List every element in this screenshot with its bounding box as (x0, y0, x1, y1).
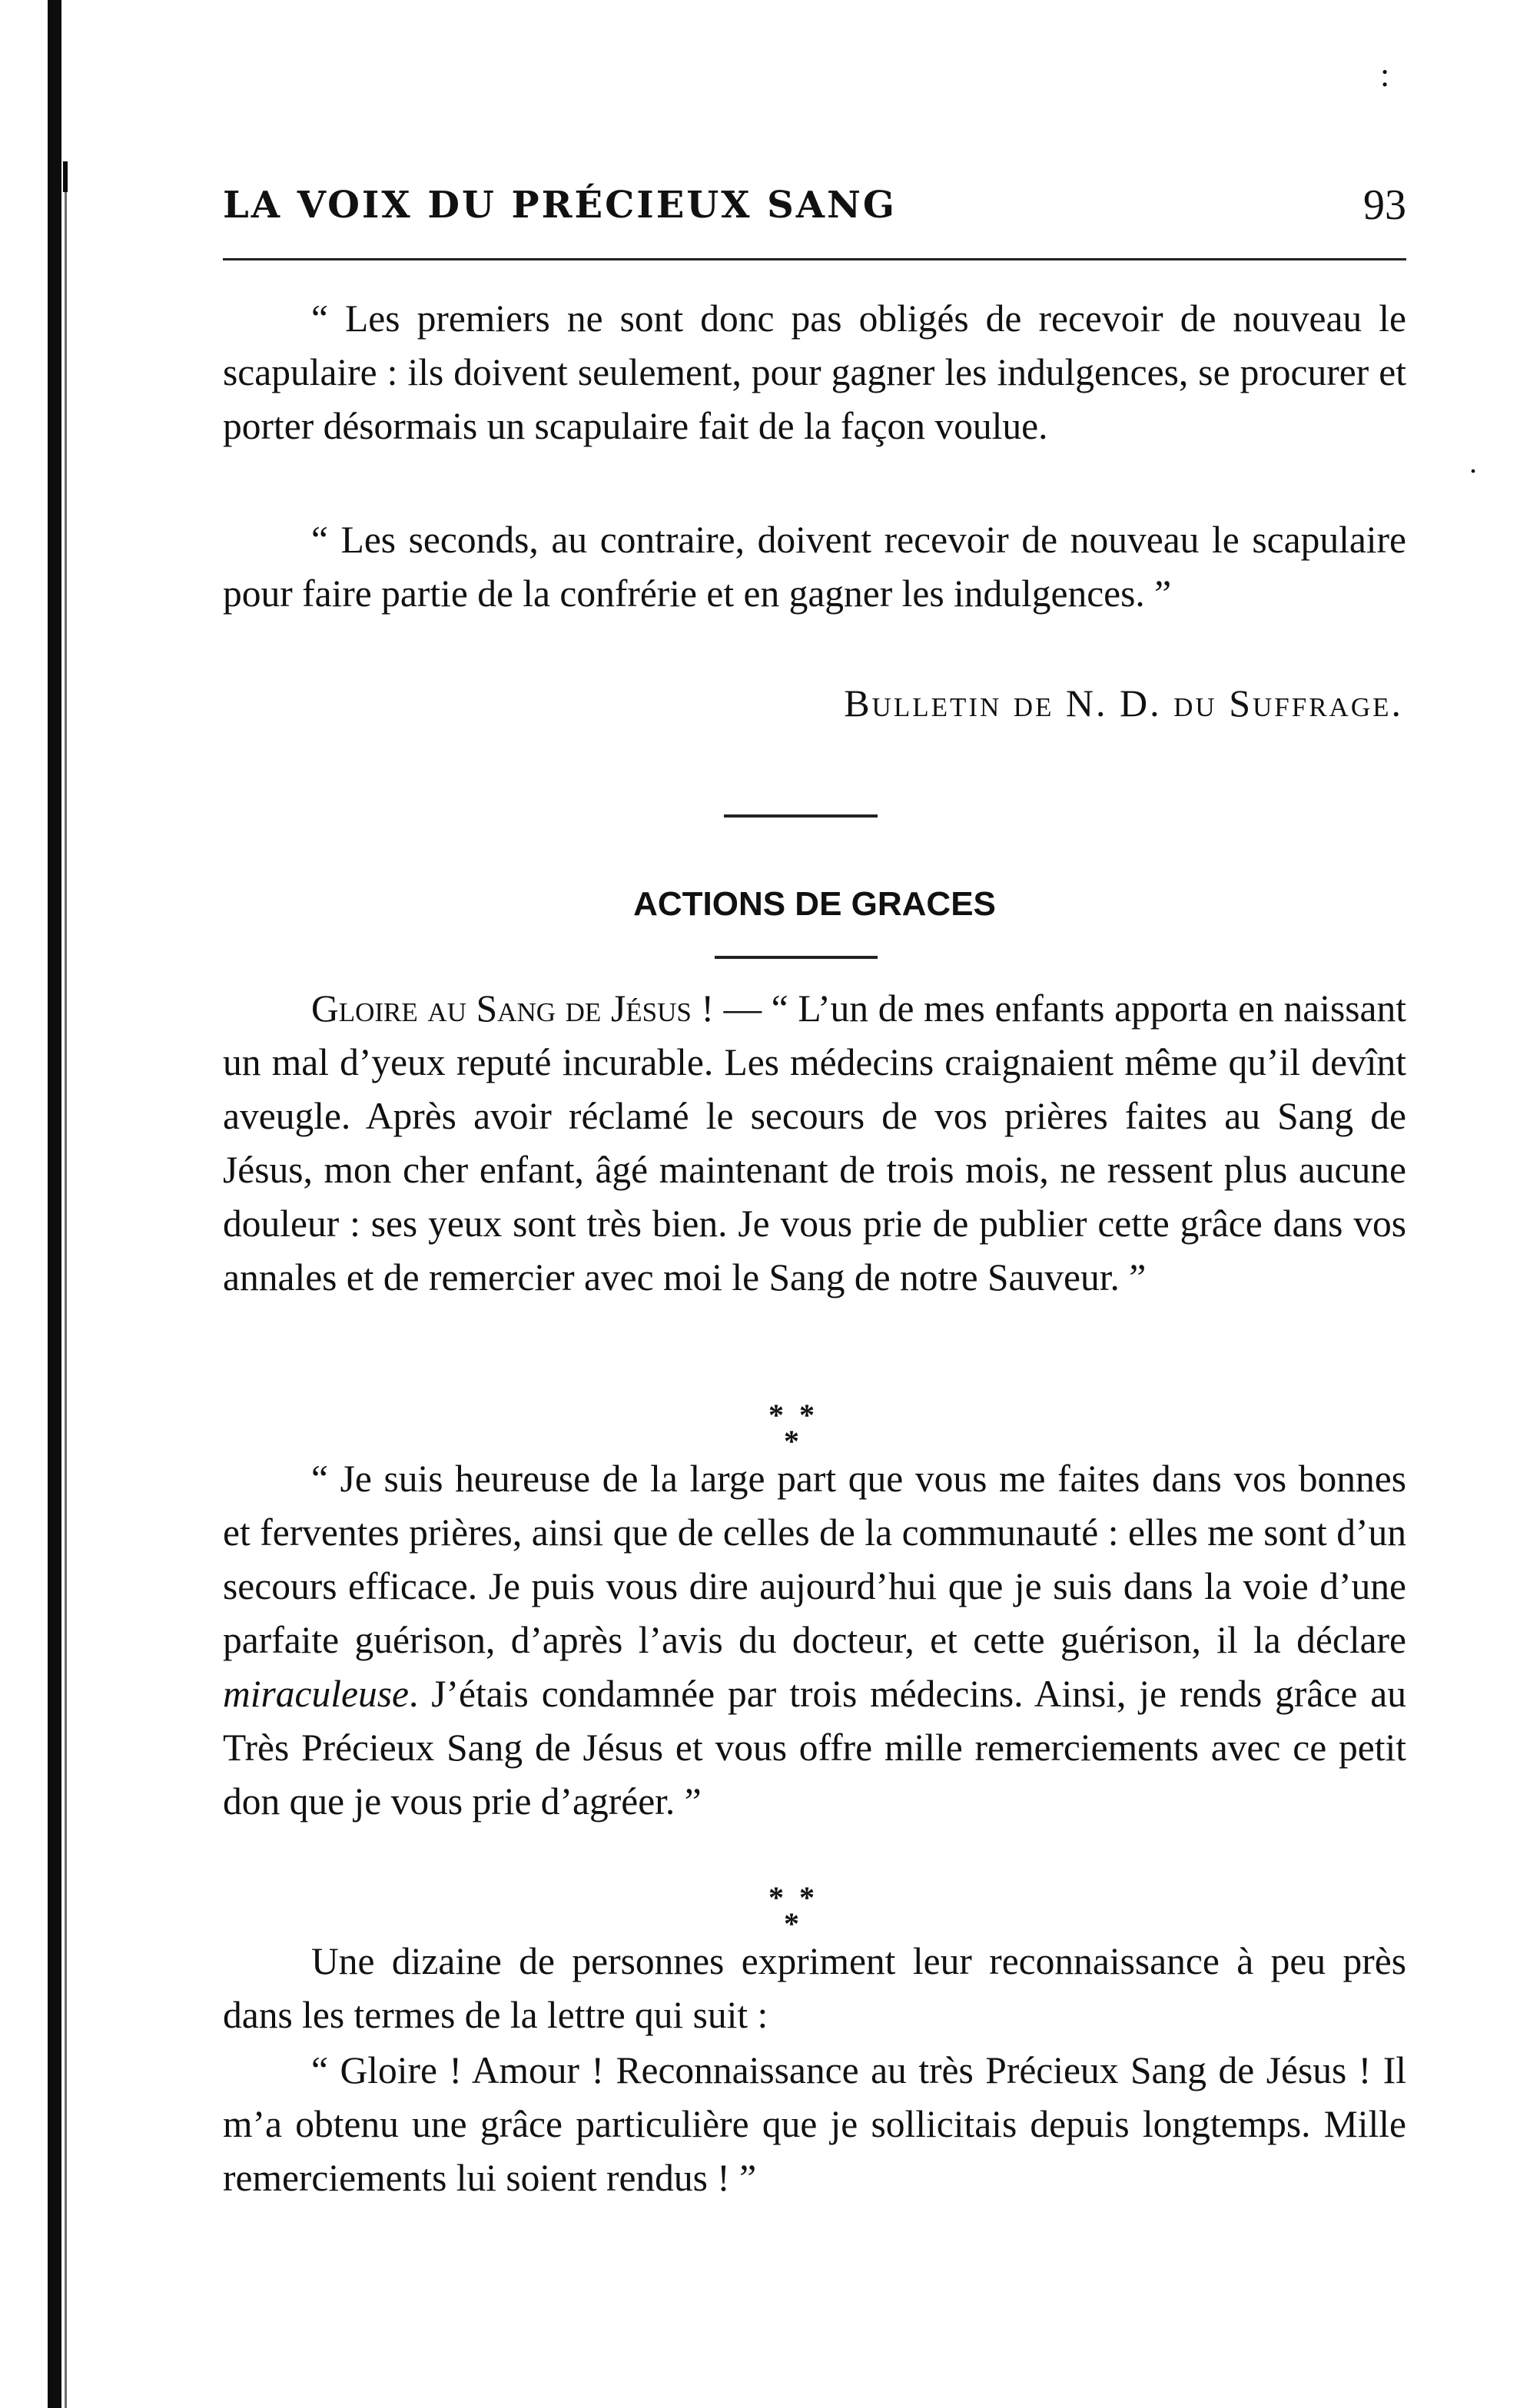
book-spine-edge (48, 0, 61, 2408)
asterism-star: * (799, 1398, 815, 1432)
paragraph-testimony-2 (223, 1452, 1406, 1829)
corner-speck: : (1380, 56, 1390, 94)
title-underline (715, 956, 878, 959)
testimony-2-text-a: “ Je suis heureuse de la large part que vous me faites dans vos bonnes et ferventes prières, ainsi que de celles de la communauté : elles me sont d’un secours efficace. Je puis vous dire aujourd’hui que je suis dans la voie d’une parfaite guérison, d’après l’avis du docteur, et cette guérison, il la déclare (223, 1458, 1406, 1661)
page-number: 93 (1363, 181, 1406, 229)
asterism-star: * (768, 1880, 784, 1915)
asterism-star: * (768, 1398, 784, 1432)
header-rule (223, 258, 1406, 260)
source-citation: Bulletin de N. D. du Suffrage. (844, 682, 1403, 725)
stray-speck: . (1469, 445, 1477, 479)
asterism-star: * (784, 1424, 799, 1458)
paragraph-letter: “ Gloire ! Amour ! Reconnaissance au très Précieux Sang de Jésus ! Il m’a obtenu une grâce particulière que je sollicitais depuis longtemps. Mille remerciements lui soient rendus ! ” (223, 2049, 1406, 2199)
asterism-star: * (799, 1880, 815, 1915)
paragraph-premiers: “ Les premiers ne sont donc pas obligés de recevoir de nouveau le scapulaire : ils doivent seulement, pour gagner les indulgences, se procurer et porter désormais un scapulaire fait de la façon voulue. (223, 297, 1406, 447)
testimony-2-text-b: . J’étais condamnée par trois médecins. Ainsi, je rends grâce au Très Précieux Sang de Jésus et vous offre mille remerciements avec ce petit don que je vous prie d’agréer. ” (223, 1673, 1406, 1823)
testimony-lead: Gloire au Sang de Jésus (311, 987, 692, 1030)
testimony-1-text: ! — “ L’un de mes enfants apporta en naissant un mal d’yeux reputé incurable. Les médecins craignaient même qu’il devînt aveugle. Après avoir réclamé le secours de vos prières faites au Sang de Jésus, mon cher enfant, âgé maintenant de trois mois, ne ressent plus aucune douleur : ses yeux sont très bien. Je vous prie de publier cette grâce dans vos annales et de remercier avec moi le Sang de notre Sauveur. ” (223, 987, 1406, 1299)
asterism-star: * (784, 1906, 799, 1941)
section-separator (724, 814, 878, 818)
paragraph-testimony-1 (223, 982, 1406, 1305)
section-title: ACTIONS DE GRACES (633, 885, 996, 923)
spine-notch (63, 161, 68, 192)
spine-shadow (65, 192, 67, 2408)
paragraph-seconds: “ Les seconds, au contraire, doivent recevoir de nouveau le scapulaire pour faire partie de la confrérie et en gagner les indulgences. ” (223, 519, 1406, 615)
paragraph-dizaine: Une dizaine de personnes expriment leur reconnaissance à peu près dans les termes de la lettre qui suit : (223, 1940, 1406, 2036)
testimony-2-emphasis: miraculeuse (223, 1673, 409, 1715)
page-header (223, 178, 1406, 232)
running-title: LA VOIX DU PRÉCIEUX SANG (223, 184, 897, 227)
